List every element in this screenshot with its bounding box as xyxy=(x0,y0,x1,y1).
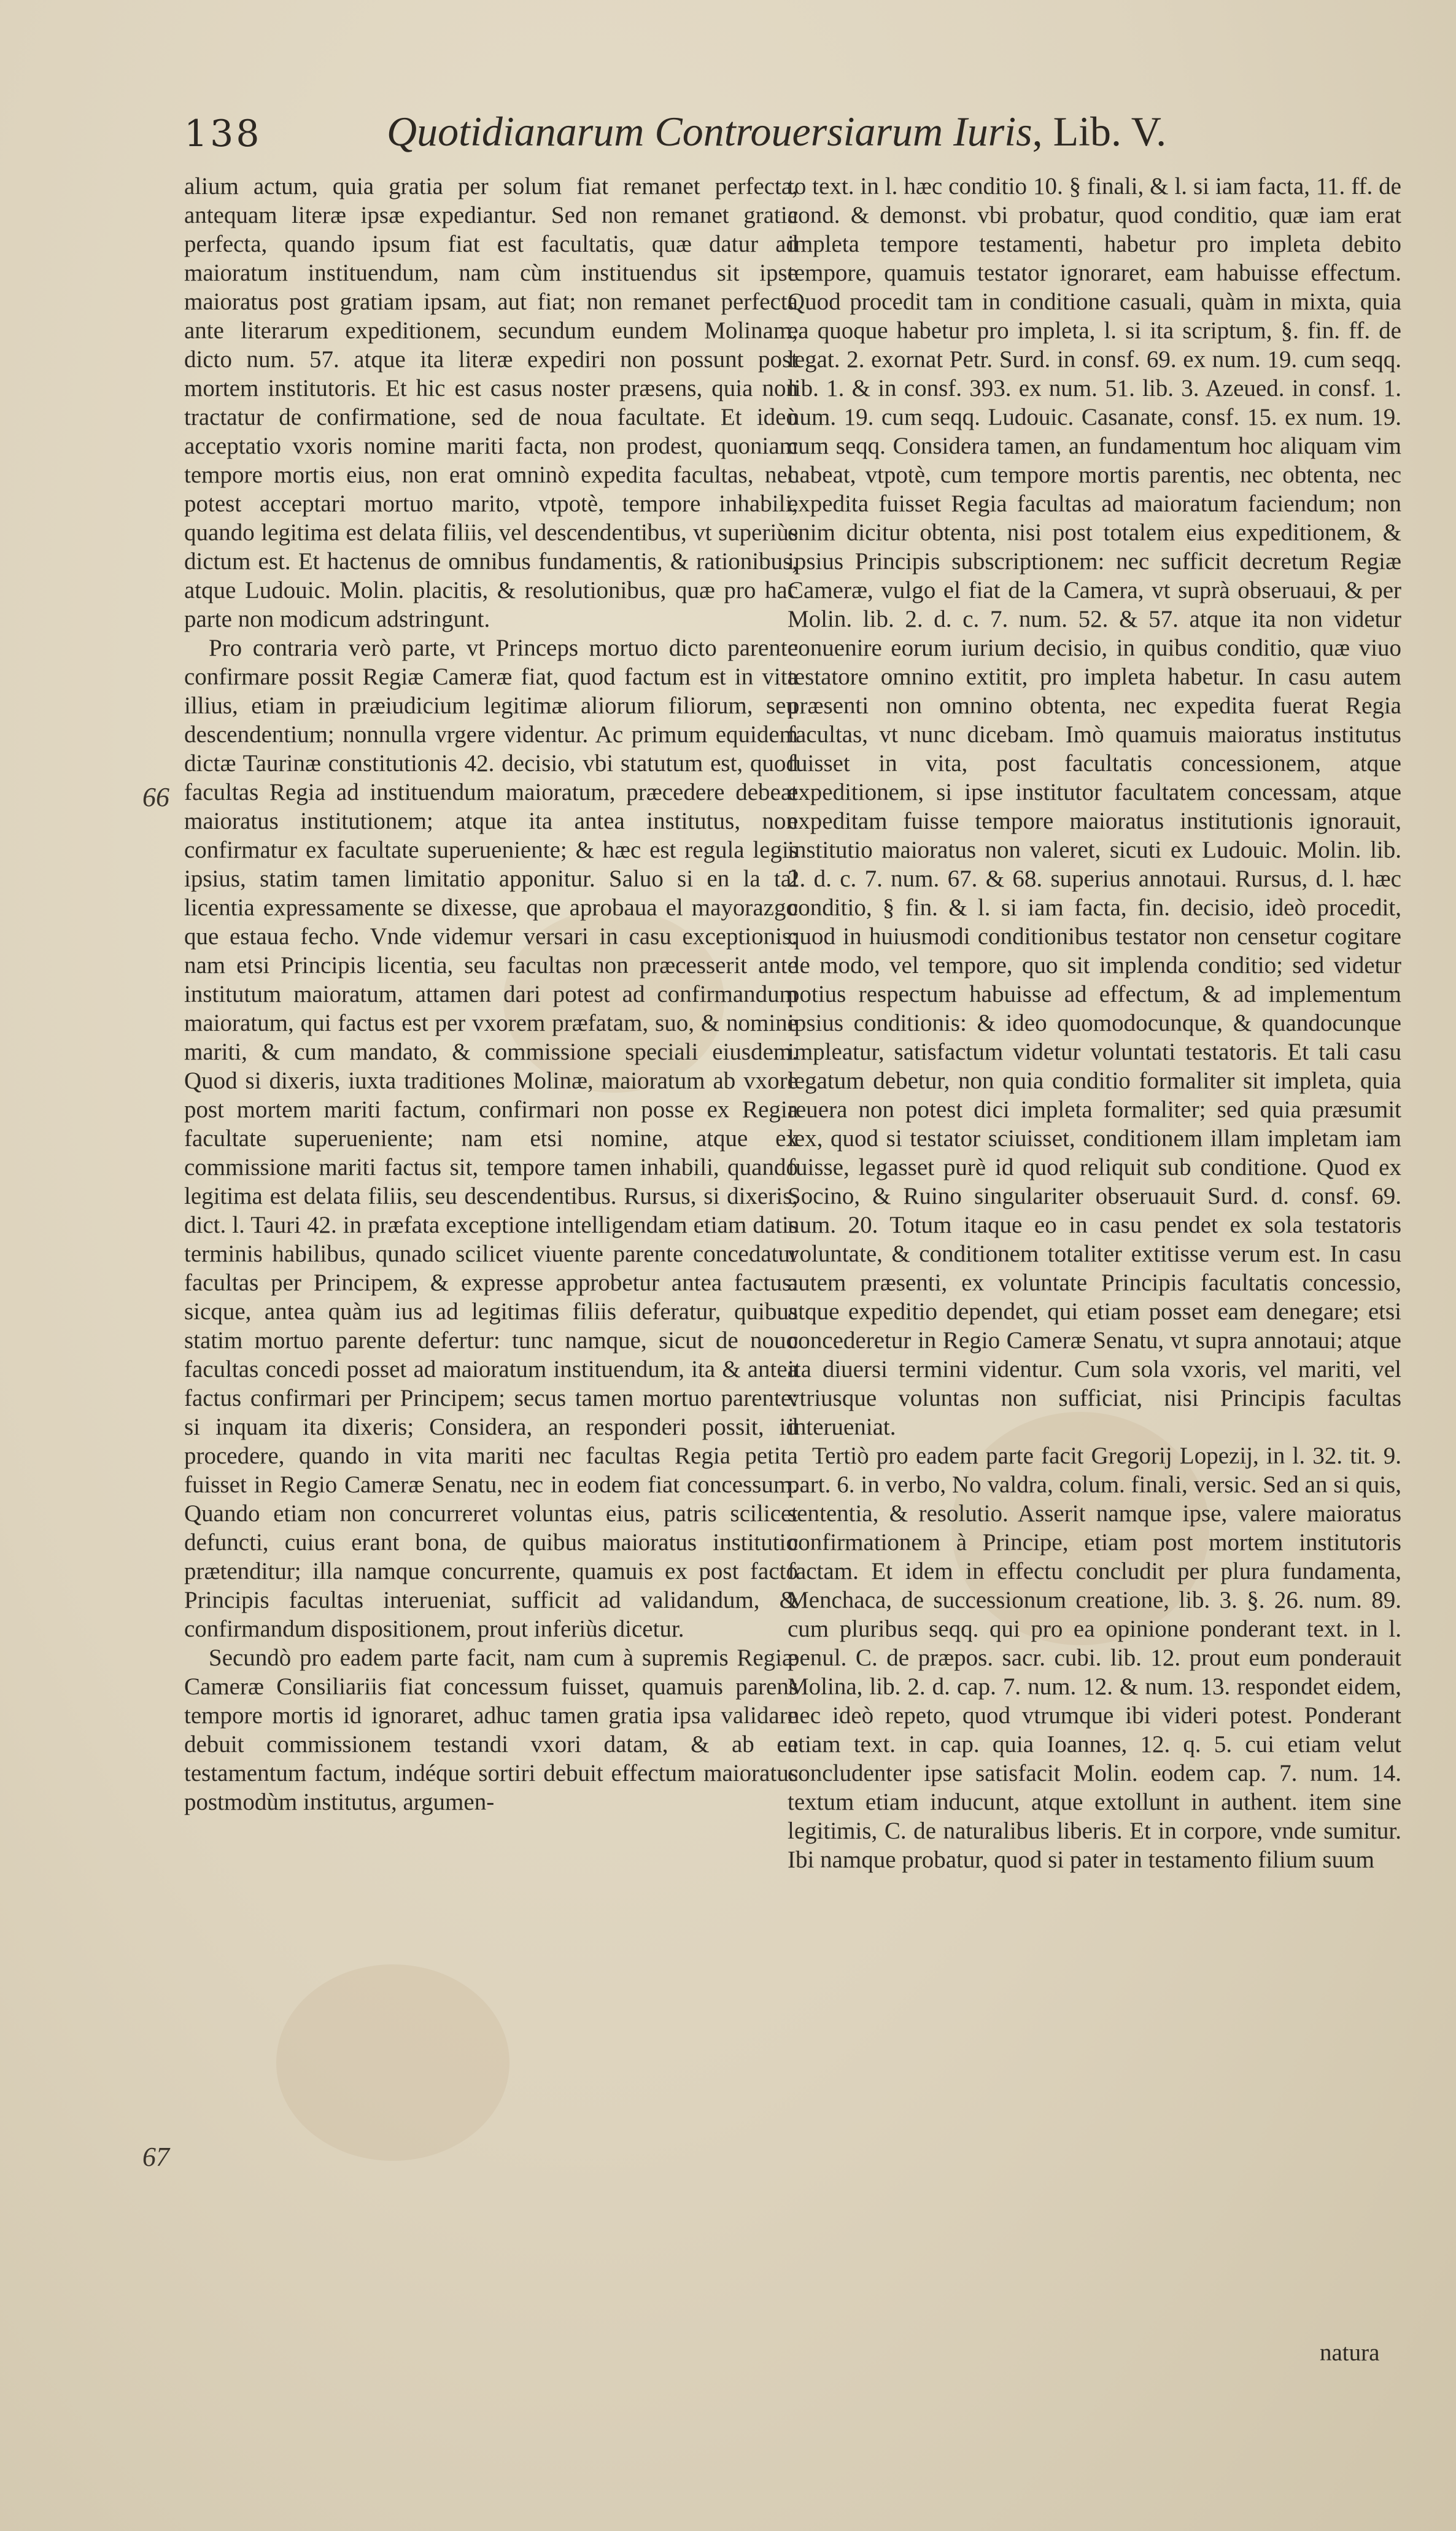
paragraph: alium actum, quia gratia per solum fiat remanet perfecta, antequam literæ ipsæ expediantur. Sed non remanet gratia perfecta, quando ipsum fiat est facultatis, quæ datur ad maioratum instituendum, nam cùm instituendus sit ipse maioratus post gratiam ipsam, aut fiat; non remanet perfecta ante literarum expeditionem, secundum eundem Molinam, dicto num. 57. atque ita literæ expediri non possunt post mortem institutoris. Et hic est casus noster præsens, quia non tractatur de confirmatione, sed de noua facultate. Et ideò acceptatio vxoris nomine mariti facta, non prodest, quoniam tempore mortis eius, non erat omninò expedita facultas, nec potest acceptari mortuo marito, vtpotè, tempore inhabili, quando legitima est delata filiis, vel descendentibus, vt superiùs dictum est. Et hactenus de omnibus fundamentis, & rationibus, atque Ludouic. Molin. placitis, & resolutionibus, quæ pro hac parte non modicum adstringunt. xyxy=(184,173,798,632)
paragraph: to text. in l. hæc conditio 10. § finali, & l. si iam facta, 11. ff. de cond. & demonst. vbi probatur, quod conditio, quæ iam erat impleta tempore testamenti, habetur pro impleta debito tempore, quamuis testator ignoraret, eam habuisse effectum. Quod procedit tam in conditione casuali, quàm in mixta, quia ea quoque habetur pro impleta, l. si ita scriptum, §. fin. ff. de legat. 2. exornat Petr. Surd. in consf. 69. ex num. 19. cum seqq. lib. 1. & in consf. 393. ex num. 51. lib. 3. Azeued. in consf. 1. num. 19. cum seqq. Ludouic. Casanate, consf. 15. ex num. 19. cum seqq. Considera tamen, an fundamentum hoc aliquam vim habeat, vtpotè, cum tempore mortis parentis, nec obtenta, nec expedita fuisset Regia facultas ad maioratum faciendum; non enim dicitur obtenta, nisi post totalem eius expeditionem, & ipsius Principis subscriptionem: nec sufficit decretum Regiæ Cameræ, vulgo el fiat de la Camera, vt suprà obseruaui, & per Molin. lib. 2. d. c. 7. num. 52. & 57. atque ita non videtur conuenire eorum iurium decisio, in quibus conditio, quæ viuo testatore omnino extitit, pro impleta habetur. In casu autem præsenti non omnino obtenta, nec expedita fuerat Regia facultas, vt nunc dicebam. Imò quamuis maioratus institutus fuisset in vita, post facultatis concessionem, atque expeditionem, si ipse institutor facultatem concessam, atque expeditam fuisse tempore maioratus institutionis ignorauit, institutio maioratus non valeret, sicuti ex Ludouic. Molin. lib. 2. d. c. 7. num. 67. & 68. superius annotaui. Rursus, d. l. hæc conditio, § fin. & l. si iam facta, fin. decisio, ideò procedit, quod in huiusmodi conditionibus testator non censetur cogitare de modo, vel tempore, quo sit implenda conditio; sed videtur potius respectum habuisse ad effectum, & ad implementum ipsius conditionis: & ideo quomodocunque, & quandocunque impleatur, satisfactum videtur voluntati testatoris. Et tali casu legatum debetur, non quia conditio formaliter sit impleta, quia reuera non potest dici impleta formaliter; sed quia præsumit lex, quod si testator sciuisset, conditionem illam impletam iam fuisse, legasset purè id quod reliquit sub conditione. Quod ex Socino, & Ruino singulariter obseruauit Surd. d. consf. 69. num. 20. Totum itaque eo in casu pendet ex sola testatoris voluntate, & conditionem totaliter extitisse verum est. In casu autem præsenti, ex voluntate Principis facultatis concessio, atque expeditio dependet, qui etiam posset eam denegare; etsi concederetur in Regio Cameræ Senatu, vt supra annotaui; atque ita diuersi termini videntur. Cum sola vxoris, vel mariti, vel vtriusque voluntas non sufficiat, nisi Principis facultas interueniat. xyxy=(788,173,1401,1440)
running-title-book: , Lib. V. xyxy=(1032,108,1167,155)
paragraph: Tertiò pro eadem parte facit Gregorij Lopezij, in l. 32. tit. 9. part. 6. in verbo, No valdra, colum. finali, versic. Sed an si quis, sententia, & resolutio. Asserit namque ipse, valere maioratus confirmationem à Principe, etiam post mortem institutoris factam. Et idem in effectu concludit per plura fundamenta, Menchaca, de successionum creatione, lib. 3. §. 26. num. 89. cum pluribus seqq. qui pro ea opinione ponderant text. in l. penul. C. de præpos. sacr. cubi. lib. 12. prout eum ponderauit Molina, lib. 2. d. cap. 7. num. 12. & num. 13. respondet eidem, nec ideò repeto, quod vtrumque ibi videri potest. Ponderant etiam text. in cap. quia Ioannes, 12. q. 5. cui etiam velut concludenter ipse satisfacit Molin. eodem cap. 7. num. 14. textum etiam inducunt, atque extollunt in authent. item sine legitimis, C. de naturalibus liberis. Et in corpore, vnde sumitur. Ibi namque probatur, quod si pater in testamento filium suum xyxy=(788,1443,1401,1873)
left-column xyxy=(184,172,798,2351)
margin-number: 67 xyxy=(142,2142,169,2172)
running-title-text: Quotidianarum Controuersiarum Iuris xyxy=(387,108,1032,155)
running-header xyxy=(184,107,1240,163)
margin-number: 66 xyxy=(142,782,169,812)
right-column xyxy=(788,172,1401,2443)
catchword: natura xyxy=(1320,2339,1380,2366)
paragraph: Pro contraria verò parte, vt Princeps mortuo dicto parente confirmare possit Regiæ Cameræ fiat, quod factum est in vita illius, etiam in præiudicium legitimæ aliorum filiorum, seu descendentium; nonnulla vrgere videntur. Ac primum equidem dictæ Taurinæ constitutionis 42. decisio, vbi statutum est, quod facultas Regia ad instituendum maioratum, præcedere debeat maioratus institutionem; atque ita antea institutus, non confirmatur ex facultate superueniente; & hæc est regula legis ipsius, statim tamen limitatio apponitur. Saluo si en la tal licentia expressamente se dixesse, que aprobaua el mayorazgo que estaua fecho. Vnde videmur versari in casu exceptionis: nam etsi Principis licentia, seu facultas non præcesserit ante institutum maioratum, attamen dari potest ad confirmandum maioratum, qui factus est per vxorem præfatam, suo, & nomine mariti, & cum mandato, & commissione speciali eiusdem. Quod si dixeris, iuxta traditiones Molinæ, maioratum ab vxore post mortem mariti factum, confirmari non posse ex Regia facultate superueniente; nam etsi nomine, atque ex commissione mariti factus sit, tempore tamen inhabili, quando legitima est delata filiis, seu descendentibus. Rursus, si dixeris, dict. l. Tauri 42. in præfata exceptione intelligendam etiam datis terminis habilibus, qunado scilicet viuente parente concedatur facultas per Principem, & expresse approbetur antea factus: sicque, antea quàm ius ad legitimas filiis deferatur, quibus statim mortuo parente defertur: tunc namque, sicut de nouo facultas concedi posset ad maioratum instituendum, ita & antea factus confirmari per Principem; secus tamen mortuo parente: si inquam ita dixeris; Considera, an responderi possit, id procedere, quando in vita mariti nec facultas Regia petita fuisset in Regio Cameræ Senatu, nec in eodem fiat concessum. Quando etiam non concurreret voluntas eius, patris scilicet defuncti, cuius erant bona, de quibus maioratus institutio prætenditur; illa namque concurrente, quamuis ex post facto Principis facultas interueniat, sufficit ad validandum, & confirmandum dispositionem, prout inferiùs dicetur. xyxy=(184,635,798,1642)
paragraph: Secundò pro eadem parte facit, nam cum à supremis Regiæ Cameræ Consiliariis fiat concessum fuisset, quamuis parens tempore mortis id ignoraret, adhuc tamen gratia ipsa validare debuit commissionem testandi vxori datam, & ab ea testamentum factum, indéque sortiri debuit effectum maioratus postmodùm institutus, argumen- xyxy=(184,1645,798,1815)
page-number: 138 xyxy=(184,112,262,155)
running-title xyxy=(387,107,1166,156)
